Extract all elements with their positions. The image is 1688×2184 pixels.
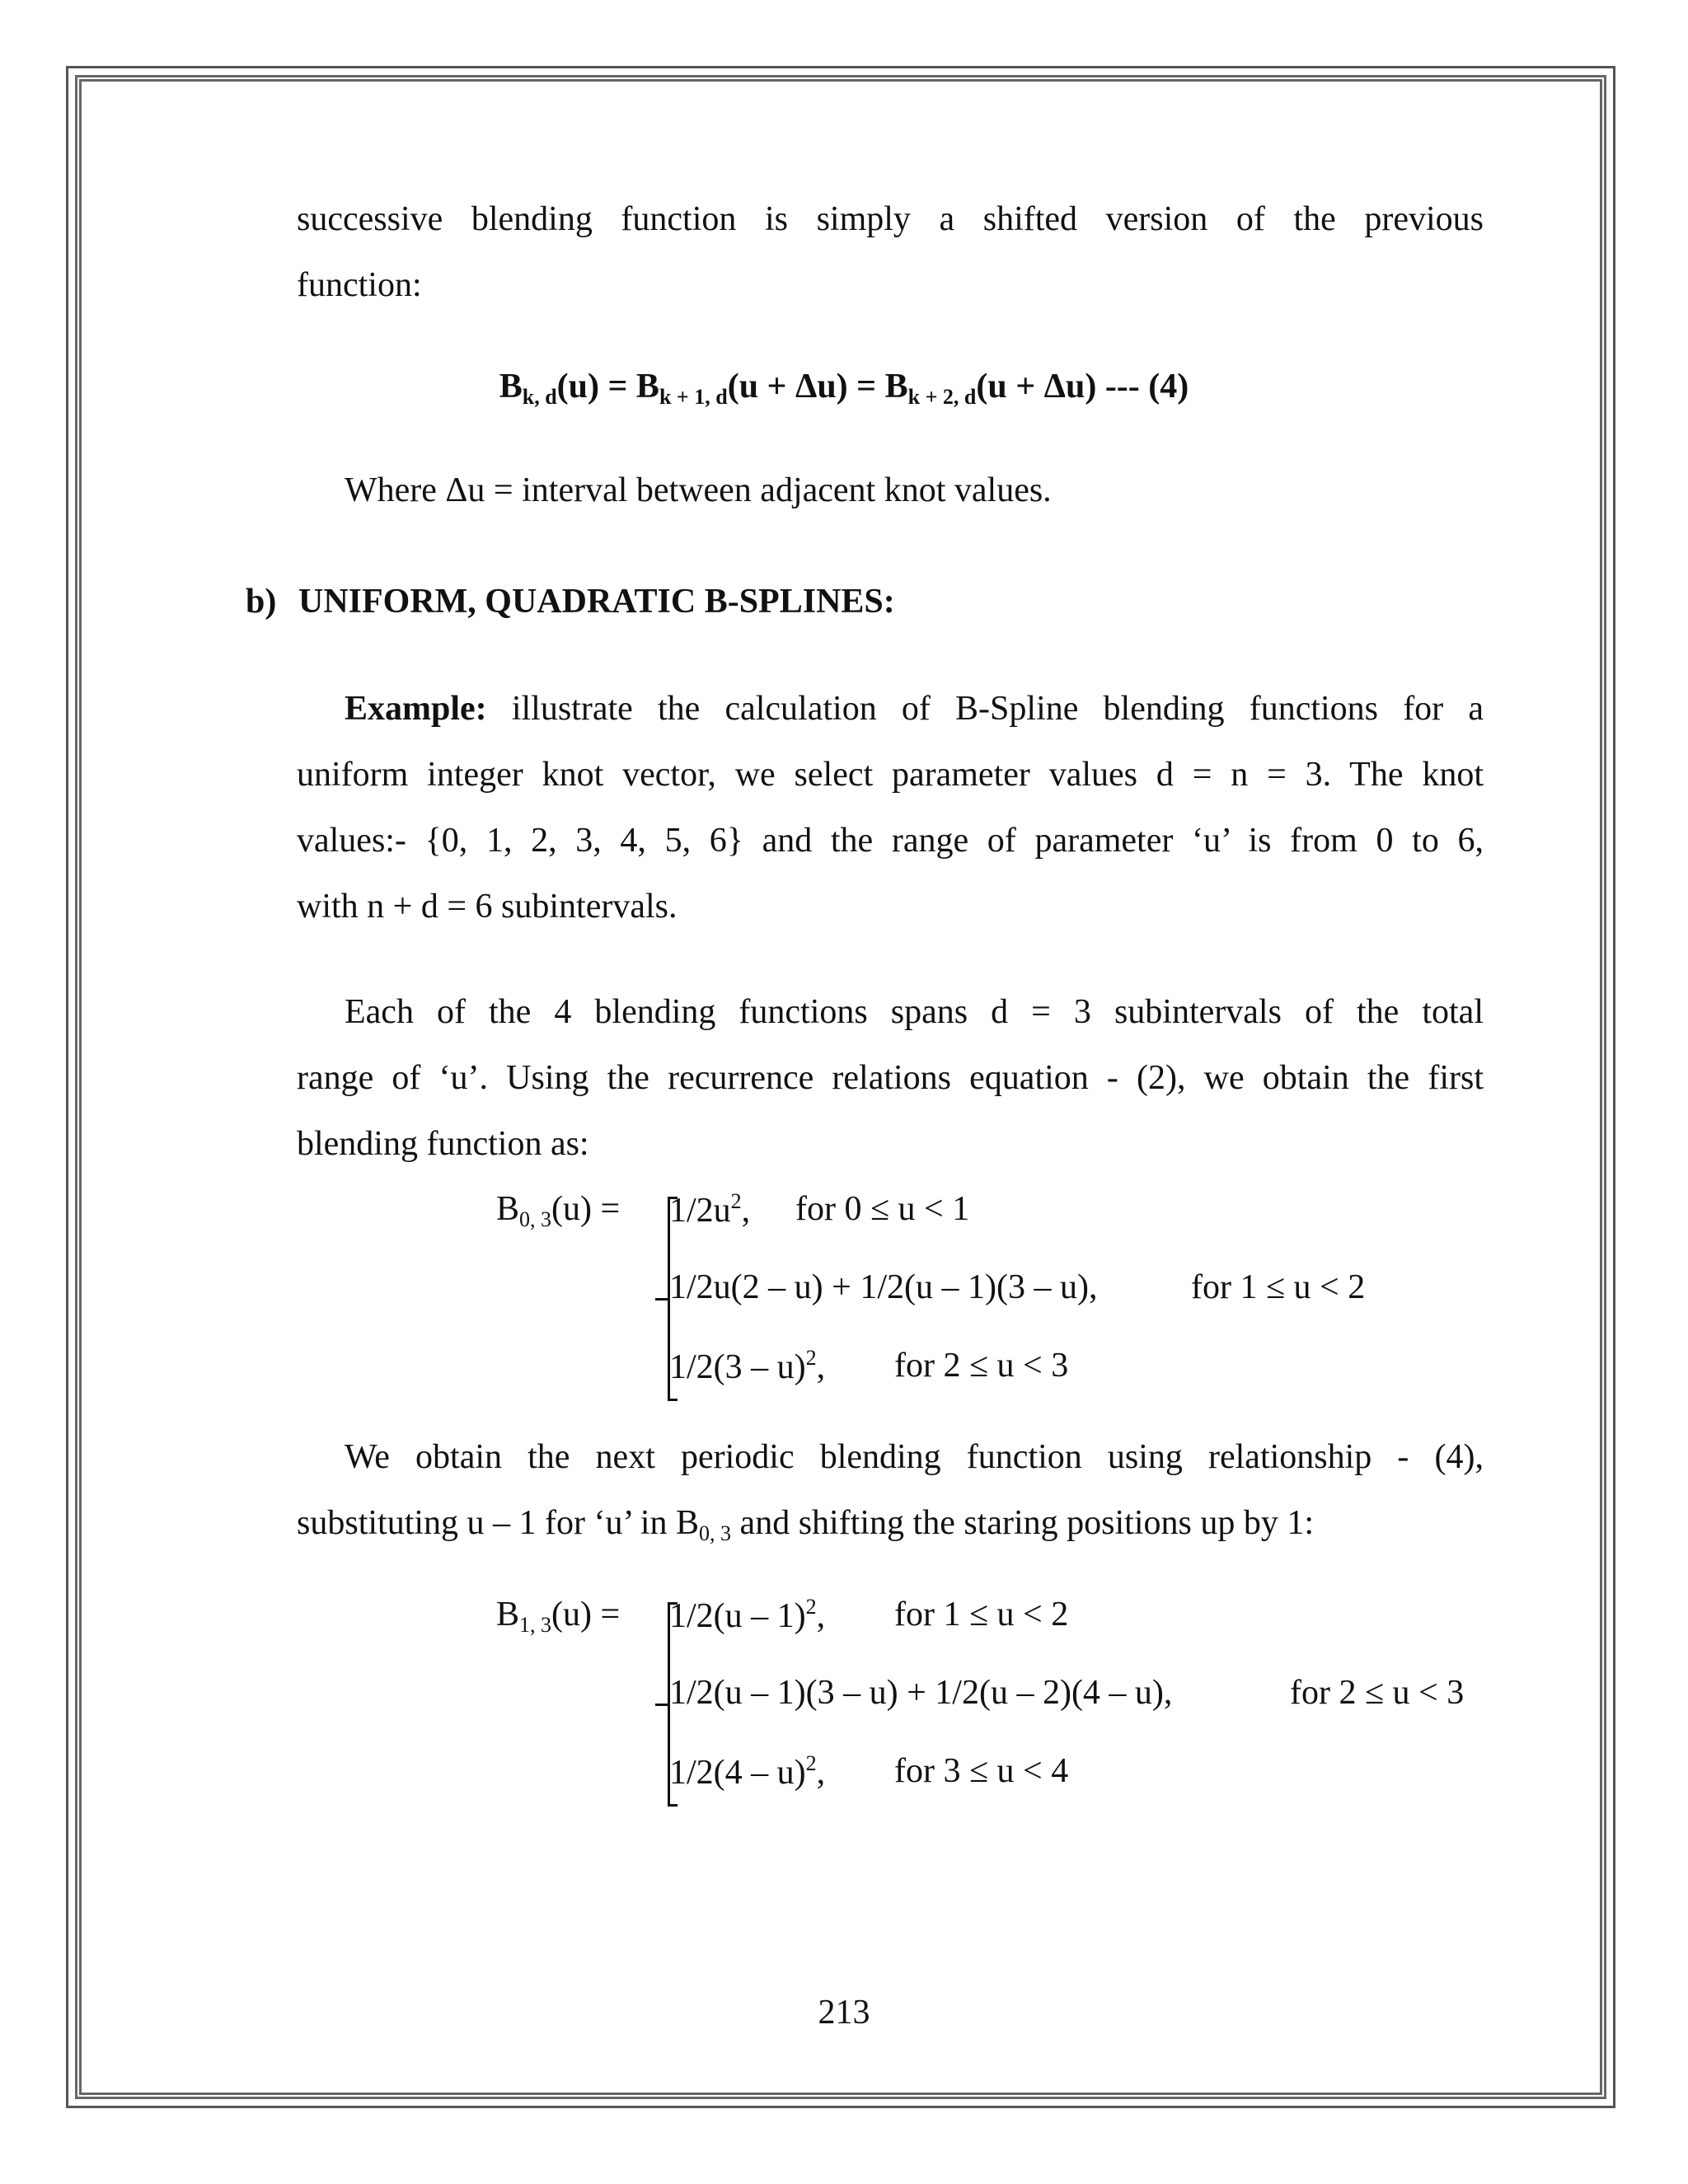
b13-case-1-condition: for 1 ≤ u < 2	[894, 1596, 1069, 1633]
eq4-part4: (u + Δu) --- (4)	[976, 368, 1189, 405]
b03-lhs-sub: 0, 3	[519, 1207, 552, 1231]
each-line-2: range of ‘u’. Using the recurrence relations equation - (2), we obtain the first	[297, 1059, 1484, 1097]
example-label: Example:	[345, 690, 487, 728]
b13-case-3-sup: 2	[805, 1751, 817, 1775]
b13-case-2-condition: for 2 ≤ u < 3	[1290, 1674, 1465, 1712]
b03-case-3-condition: for 2 ≤ u < 3	[894, 1347, 1069, 1385]
eq4-part1: B	[499, 368, 523, 405]
b03-case-3-sup: 2	[805, 1346, 817, 1370]
intro-line-2: function:	[297, 266, 422, 304]
b03-lhs	[496, 1189, 620, 1232]
next-line-2-sub: 0, 3	[699, 1521, 732, 1545]
b13-brace-mid	[655, 1704, 668, 1706]
b13-brace-bottom	[668, 1804, 678, 1807]
each-line-1: Each of the 4 blending functions spans d = 3 subintervals of the total	[345, 993, 1484, 1031]
b13-case-1	[669, 1595, 825, 1636]
equation-4	[0, 367, 1688, 410]
next-line-2-b: and shifting the staring positions up by 1:	[731, 1504, 1315, 1542]
b03-case-3-comma: ,	[816, 1348, 826, 1386]
each-line-3: blending function as:	[297, 1125, 589, 1163]
b13-case-3-condition: for 3 ≤ u < 4	[894, 1752, 1069, 1790]
example-line-2: uniform integer knot vector, we select parameter values d = n = 3. The knot	[297, 756, 1484, 794]
section-title: UNIFORM, QUADRATIC B-SPLINES:	[298, 583, 895, 621]
b03-case-2-condition: for 1 ≤ u < 2	[1191, 1268, 1366, 1306]
eq4-part3: (u + Δu) = B	[727, 368, 908, 405]
example-line-1-text: illustrate the calculation of B-Spline blending functions for a	[486, 690, 1484, 728]
b03-lhs-b: B	[496, 1190, 520, 1228]
b03-case-1-sup: 2	[730, 1189, 742, 1213]
b13-case-1-expr: 1/2(u – 1)	[669, 1597, 806, 1635]
example-line-1	[345, 676, 1484, 743]
intro-line-1: successive blending function is simply a shifted version of the previous	[297, 200, 1484, 238]
b13-lhs	[496, 1595, 620, 1638]
b13-case-1-sup: 2	[805, 1595, 817, 1619]
b13-case-3-expr: 1/2(4 – u)	[669, 1754, 806, 1792]
b03-case-1	[669, 1189, 750, 1230]
b03-brace-mid	[655, 1298, 668, 1301]
b03-case-3-expr: 1/2(3 – u)	[669, 1348, 806, 1386]
eq4-sub1: k, d	[522, 385, 557, 409]
b13-case-3-comma: ,	[816, 1754, 826, 1792]
b13-case-2-expr: 1/2(u – 1)(3 – u) + 1/2(u – 2)(4 – u),	[669, 1674, 1173, 1712]
b13-lhs-rest: (u) =	[551, 1596, 621, 1633]
eq4-part2: (u) = B	[556, 368, 659, 405]
eq4-sub3: k + 2, d	[907, 385, 977, 409]
b03-case-2-expr: 1/2u(2 – u) + 1/2(u – 1)(3 – u),	[669, 1268, 1098, 1306]
example-line-4: with n + d = 6 subintervals.	[297, 888, 678, 926]
b03-case-1-condition: for 0 ≤ u < 1	[795, 1190, 970, 1228]
b13-case-1-comma: ,	[816, 1597, 826, 1635]
example-line-3: values:- {0, 1, 2, 3, 4, 5, 6} and the range of parameter ‘u’ is from 0 to 6,	[297, 822, 1484, 860]
b13-lhs-sub: 1, 3	[519, 1613, 552, 1637]
where-line: Where Δu = interval between adjacent knot values.	[345, 471, 1052, 509]
b03-case-3	[669, 1346, 825, 1387]
eq4-sub2: k + 1, d	[659, 385, 728, 409]
b13-case-3	[669, 1751, 825, 1793]
section-label: b)	[246, 583, 277, 621]
page-number: 213	[818, 1994, 870, 2032]
next-line-2-a: substituting u – 1 for ‘u’ in B	[297, 1504, 700, 1542]
b03-case-1-expr: 1/2u	[669, 1192, 731, 1230]
b03-case-1-comma: ,	[741, 1192, 751, 1230]
b03-lhs-rest: (u) =	[551, 1190, 621, 1228]
next-line-1: We obtain the next periodic blending function using relationship - (4),	[345, 1438, 1484, 1476]
b13-lhs-b: B	[496, 1596, 520, 1633]
next-line-2	[297, 1490, 1484, 1557]
b03-brace-bottom	[668, 1399, 678, 1401]
